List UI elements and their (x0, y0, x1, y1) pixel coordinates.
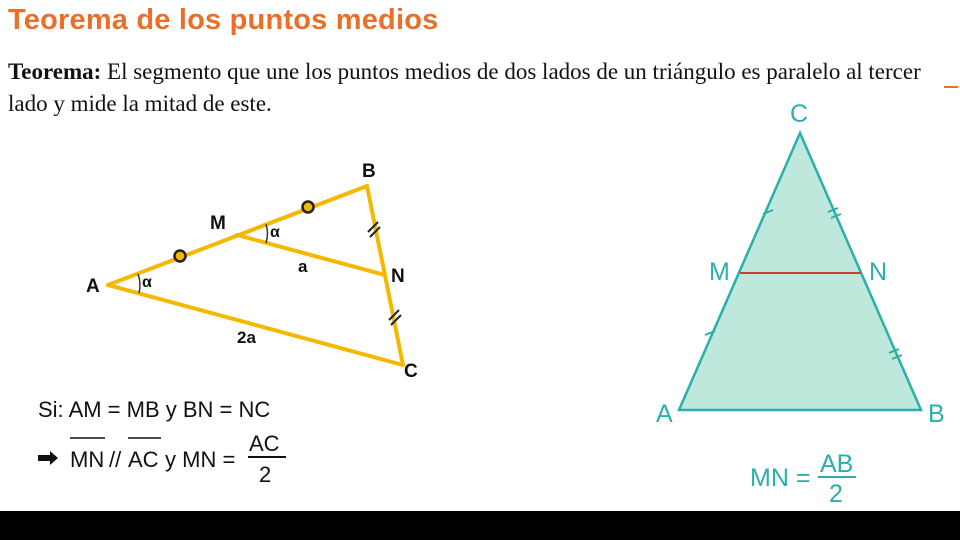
fraction-numerator: AC (249, 431, 280, 456)
right-formula (750, 450, 856, 508)
vertex-label-N-right: N (869, 258, 888, 286)
fraction-denominator: 2 (259, 462, 272, 487)
right-formula-lhs: MN = (750, 464, 811, 492)
condition-text: Si: AM = MB y BN = NC (38, 397, 271, 422)
parallel-symbol: // (109, 447, 122, 472)
angle-label-M: α (270, 224, 280, 241)
angle-label-A: α (142, 274, 152, 291)
page-title: Teorema de los puntos medios (8, 4, 439, 36)
theorem-text: El segmento que une los puntos medios de dos lados de un triángulo es paralelo al tercer lado y mide la mitad de este. (8, 59, 921, 116)
formula-middle-text: y MN = (165, 447, 236, 472)
segment-MN-label: MN (70, 447, 105, 472)
right-fraction-denominator: 2 (829, 480, 843, 508)
vertex-label-N: N (391, 266, 405, 287)
segment-length-AC: 2a (237, 328, 256, 347)
vertex-label-M-right: M (709, 258, 730, 286)
vertex-label-B-right: B (928, 400, 945, 428)
bottom-black-bar (0, 511, 960, 540)
vertex-label-C-right: C (790, 100, 809, 128)
right-fraction-numerator: AB (820, 450, 854, 478)
theorem-label: Teorema: (8, 59, 102, 84)
vertex-label-A-right: A (656, 400, 673, 428)
segment-AC-label: AC (128, 447, 159, 472)
vertex-label-M: M (210, 213, 226, 234)
segment-length-MN: a (298, 257, 308, 276)
vertex-label-B: B (362, 161, 376, 182)
vertex-label-A: A (86, 276, 100, 297)
vertex-label-C: C (404, 361, 418, 382)
